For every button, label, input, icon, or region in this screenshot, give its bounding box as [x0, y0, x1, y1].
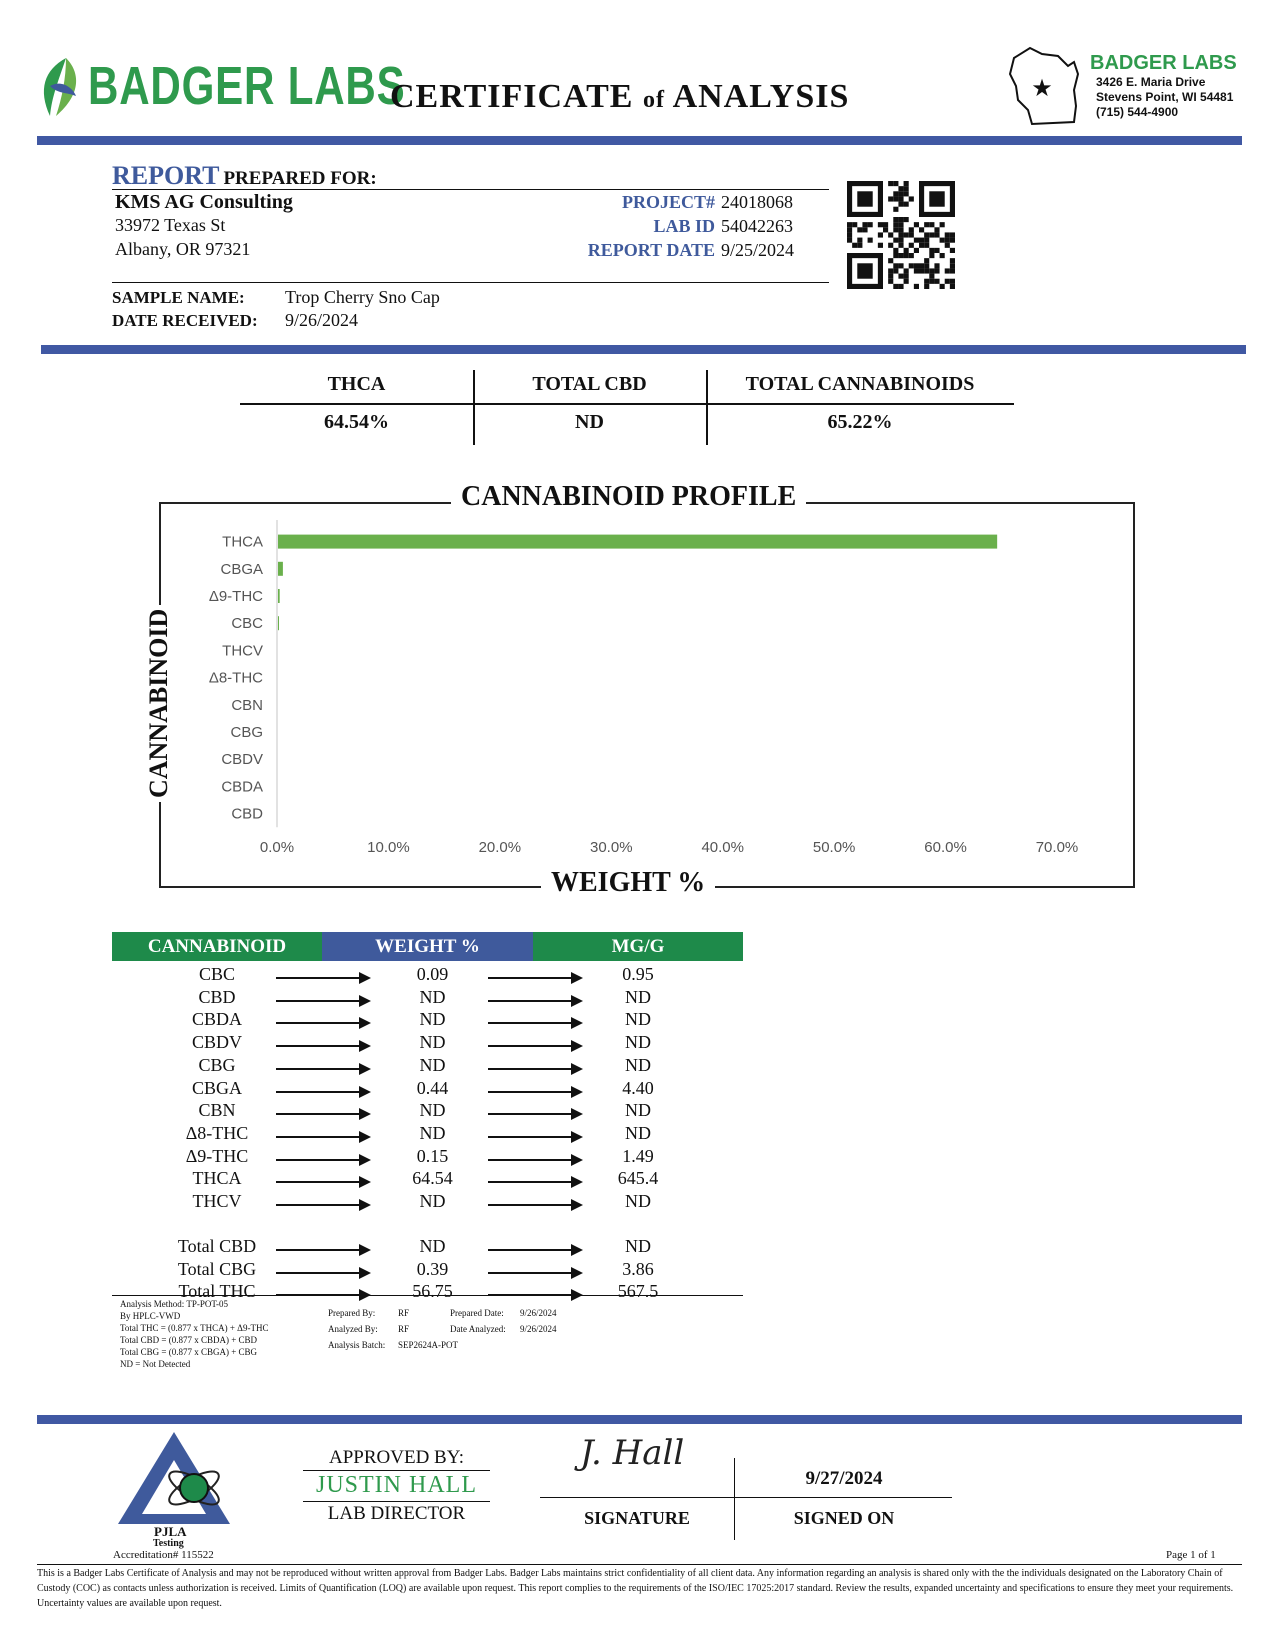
project-info [515, 191, 794, 263]
chart-x-label: WEIGHT % [541, 867, 715, 899]
disclaimer-text: This is a Badger Labs Certificate of Analysis and may not be reproduced without written approval from Badger Labs. Badger Labs maintains strict confidentiality of all client data. Any information regarding an analysis is shared only with the the individuals designated on the Laboratory Chain of Custody (COC) as contacts unless authorization is received. Limits of Quantification (LOQ) are available upon request. This report complies to the requirements of the ISO/IEC 17025:2017 standard. Review the results, expanded uncertainty and specifications to ensure they meet your requirements. Uncertainty values are available upon request. [37, 1568, 1234, 1609]
cannabinoid-name: CBD [198, 986, 236, 1007]
client-name: KMS AG Consulting [115, 191, 293, 213]
chart-category-label: CBD [231, 805, 263, 823]
signature-divider [734, 1458, 735, 1540]
prepared-date-label: Prepared Date: [450, 1308, 504, 1318]
signed-on-label: SIGNED ON [793, 1508, 895, 1528]
weight-percent-value: 0.15 [416, 1145, 449, 1166]
mg-per-g-value: 0.95 [622, 964, 654, 984]
lab-address-line2: Stevens Point, WI 54481 [1096, 90, 1234, 104]
col-header-cannabinoid: CANNABINOID [112, 932, 322, 961]
accreditation-number: Accreditation# 115522 [113, 1549, 214, 1561]
col-header-mgg: MG/G [533, 932, 743, 961]
mg-per-g-value: ND [625, 1122, 651, 1143]
prepared-by-value: RF [398, 1308, 410, 1318]
right-arrow-icon [488, 1091, 581, 1093]
chart-x-tick-label: 40.0% [701, 839, 744, 856]
cannabinoid-name: THCV [192, 1191, 242, 1211]
header-divider [37, 136, 1242, 145]
summary-rule [240, 403, 1014, 405]
chart-bar [278, 535, 997, 549]
chart-title: CANNABINOID PROFILE [451, 481, 806, 513]
prepared-by-label: Prepared By: [328, 1308, 376, 1318]
analyzed-date-value: 9/26/2024 [520, 1324, 557, 1334]
right-arrow-icon [276, 1272, 369, 1274]
chart-category-label: Δ8-THC [208, 669, 263, 687]
weight-percent-value: 0.39 [416, 1258, 449, 1279]
right-arrow-icon [488, 977, 581, 979]
cannabinoid-name: Total THC [178, 1281, 256, 1302]
weight-percent-value: ND [419, 1054, 446, 1075]
client-city: Albany, OR 97321 [115, 239, 251, 259]
chart-x-tick-label: 60.0% [924, 839, 967, 856]
signature-label: SIGNATURE [584, 1508, 690, 1528]
method-line: Total CBD = (0.877 x CBDA) + CBD [120, 1335, 258, 1345]
approver-name: JUSTIN HALL [316, 1472, 477, 1498]
right-arrow-icon [488, 1136, 581, 1138]
chart-x-tick-label: 30.0% [590, 839, 633, 856]
qr-code-icon [847, 181, 955, 289]
lab-address-line1: 3426 E. Maria Drive [1096, 75, 1206, 89]
weight-percent-value: ND [419, 1032, 446, 1053]
sample-name-label: SAMPLE NAME: [112, 288, 245, 307]
signed-date: 9/27/2024 [805, 1468, 883, 1489]
section-divider [41, 345, 1246, 354]
pjla-testing: Testing [153, 1538, 184, 1549]
cannabinoid-name: THCA [192, 1168, 242, 1189]
right-arrow-icon [276, 1249, 369, 1251]
right-arrow-icon [276, 1091, 369, 1093]
cannabinoid-name: Total CBD [177, 1236, 257, 1256]
mg-per-g-value: 567.5 [617, 1281, 659, 1302]
chart-bar [278, 562, 283, 576]
weight-percent-value: ND [419, 1236, 446, 1256]
right-arrow-icon [276, 1022, 369, 1024]
prepared-for-label: PREPARED FOR: [223, 168, 377, 189]
chart-category-label: CBGA [220, 560, 263, 578]
approved-rule-bottom [303, 1501, 490, 1502]
mg-per-g-value: 4.40 [622, 1077, 654, 1098]
method-line: By HPLC-VWD [120, 1311, 181, 1321]
method-line: Total CBG = (0.877 x CBGA) + CBG [120, 1347, 258, 1357]
approver-role: LAB DIRECTOR [327, 1503, 466, 1524]
lab-phone: (715) 544-4900 [1096, 105, 1179, 119]
chart-x-tick-label: 10.0% [367, 839, 410, 856]
chart-category-label: CBG [230, 724, 263, 741]
summary-label-thca: THCA [327, 373, 386, 395]
method-line: Analysis Method: TP-POT-05 [120, 1299, 229, 1309]
report-date-label: REPORT DATE [587, 240, 715, 260]
method-line: ND = Not Detected [120, 1359, 191, 1369]
mg-per-g-value: ND [625, 1054, 651, 1075]
mg-per-g-value: ND [625, 1009, 651, 1030]
right-arrow-icon [488, 1113, 581, 1115]
lab-name: BADGER LABS [1090, 52, 1237, 74]
right-arrow-icon [276, 1136, 369, 1138]
summary-divider-1 [473, 370, 475, 445]
right-arrow-icon [276, 1159, 369, 1161]
page-number: Page 1 of 1 [1166, 1549, 1216, 1561]
cannabinoid-name: CBDA [191, 1009, 242, 1030]
footer-divider [37, 1415, 1242, 1424]
right-arrow-icon [488, 1204, 581, 1206]
weight-percent-value: 56.75 [412, 1281, 453, 1302]
method-notes [120, 1298, 268, 1370]
summary-value-total-cbd: ND [575, 411, 604, 433]
signature-image: J. Hall [580, 1433, 685, 1473]
right-arrow-icon [488, 1022, 581, 1024]
right-arrow-icon [276, 1204, 369, 1206]
report-prepared-heading [112, 161, 377, 191]
prepared-date-value: 9/26/2024 [520, 1308, 557, 1318]
right-arrow-icon [276, 1113, 369, 1115]
batch-value: SEP2624A-POT [398, 1340, 459, 1350]
summary-value-total-cannabinoids: 65.22% [827, 411, 893, 433]
analyst-info [328, 1305, 557, 1353]
summary-value-thca: 64.54% [324, 411, 389, 433]
right-arrow-icon [276, 1068, 369, 1070]
analyzed-date-label: Date Analyzed: [450, 1324, 506, 1334]
cannabinoid-name: CBC [198, 964, 236, 984]
chart-category-label: CBDA [221, 778, 263, 796]
chart-category-label: THCV [222, 642, 263, 660]
chart-x-tick-label: 0.0% [259, 839, 295, 856]
weight-percent-value: ND [419, 1122, 446, 1143]
leaf-logo-icon [36, 56, 84, 118]
right-arrow-icon [488, 1000, 581, 1002]
sample-name-value: Trop Cherry Sno Cap [285, 287, 440, 307]
chart-category-label: Δ9-THC [208, 588, 263, 605]
col-header-weight: WEIGHT % [322, 932, 533, 961]
right-arrow-icon [488, 1159, 581, 1161]
chart-x-tick-label: 50.0% [812, 839, 856, 856]
document-title [390, 78, 849, 116]
mg-per-g-value: ND [625, 1032, 651, 1053]
mg-per-g-value: ND [625, 1236, 651, 1256]
batch-label: Analysis Batch: [328, 1340, 386, 1350]
disclaimer-rule [37, 1564, 1242, 1565]
analyzed-by-label: Analyzed By: [328, 1324, 378, 1334]
right-arrow-icon [276, 1045, 369, 1047]
right-arrow-icon [488, 1068, 581, 1070]
date-received-label: DATE RECEIVED: [112, 311, 258, 330]
mg-per-g-value: 1.49 [622, 1145, 654, 1166]
right-arrow-icon [488, 1045, 581, 1047]
chart-x-tick-label: 20.0% [478, 839, 522, 856]
mg-per-g-value: 645.4 [617, 1168, 659, 1189]
mg-per-g-value: ND [625, 1100, 651, 1121]
svg-text:★: ★ [1031, 74, 1053, 102]
cannabinoid-name: CBG [198, 1054, 236, 1075]
summary-label-total-cbd: TOTAL CBD [532, 373, 647, 395]
right-arrow-icon [276, 1181, 369, 1183]
lab-address-block [1090, 52, 1237, 120]
project-label: PROJECT# [621, 192, 715, 212]
method-line: Total THC = (0.877 x THCA) + Δ9-THC [120, 1323, 269, 1333]
cannabinoid-name: CBDV [191, 1032, 242, 1053]
cannabinoid-name: CBGA [191, 1077, 242, 1098]
mg-per-g-value: ND [625, 986, 651, 1007]
chart-y-label: CANNABINOID [144, 605, 174, 802]
title-analysis: ANALYSIS [672, 78, 850, 115]
lab-id-value: 54042263 [721, 216, 793, 236]
chart-plot [180, 520, 1080, 865]
weight-percent-value: 0.09 [416, 964, 449, 984]
sample-rule [112, 282, 829, 283]
chart-category-label: CBDV [221, 751, 263, 769]
cannabinoid-name: Total CBG [177, 1258, 257, 1279]
right-arrow-icon [488, 1272, 581, 1274]
mg-per-g-value: ND [625, 1191, 651, 1211]
table-bottom-rule [112, 1295, 743, 1296]
pjla-text: PJLA [154, 1524, 187, 1539]
mg-per-g-value: 3.86 [622, 1258, 654, 1279]
right-arrow-icon [488, 1181, 581, 1183]
analyzed-by-value: RF [398, 1324, 410, 1334]
cannabinoid-name: Δ8-THC [185, 1122, 249, 1143]
title-certificate: CERTIFICATE [390, 78, 634, 115]
weight-percent-value: ND [419, 1100, 446, 1121]
signature-rule [540, 1497, 952, 1498]
right-arrow-icon [276, 1000, 369, 1002]
weight-percent-value: 64.54 [412, 1168, 453, 1189]
cannabinoid-name: CBN [198, 1100, 236, 1121]
right-arrow-icon [488, 1249, 581, 1251]
client-street: 33972 Texas St [115, 215, 226, 235]
summary-divider-2 [706, 370, 708, 445]
project-value: 24018068 [721, 192, 793, 212]
chart-x-tick-label: 70.0% [1035, 839, 1079, 856]
chart-category-label: THCA [222, 533, 263, 551]
report-date-value: 9/25/2024 [721, 240, 795, 260]
report-rule [112, 189, 829, 190]
wisconsin-map-icon [1008, 44, 1084, 126]
weight-percent-value: ND [419, 986, 446, 1007]
chart-bar [278, 616, 279, 630]
pjla-logo-icon [116, 1430, 232, 1526]
chart-category-label: CBC [231, 615, 263, 633]
weight-percent-value: 0.44 [416, 1077, 449, 1098]
right-arrow-icon [276, 977, 369, 979]
weight-percent-value: ND [419, 1009, 446, 1030]
title-of: of [642, 87, 665, 113]
approved-by-label: APPROVED BY: [329, 1447, 464, 1468]
approved-rule-top [303, 1470, 490, 1471]
lab-id-label: LAB ID [653, 216, 715, 236]
summary-label-total-cannabinoids: TOTAL CANNABINOIDS [745, 373, 975, 395]
sample-info [112, 286, 440, 332]
report-word: REPORT [112, 161, 220, 190]
chart-bar [278, 589, 280, 603]
chart-category-label: CBN [231, 696, 263, 714]
weight-percent-value: ND [419, 1191, 446, 1211]
brand-wordmark: BADGER LABS [88, 56, 406, 116]
cannabinoid-name: Δ9-THC [185, 1145, 249, 1166]
date-received-value: 9/26/2024 [285, 310, 359, 330]
